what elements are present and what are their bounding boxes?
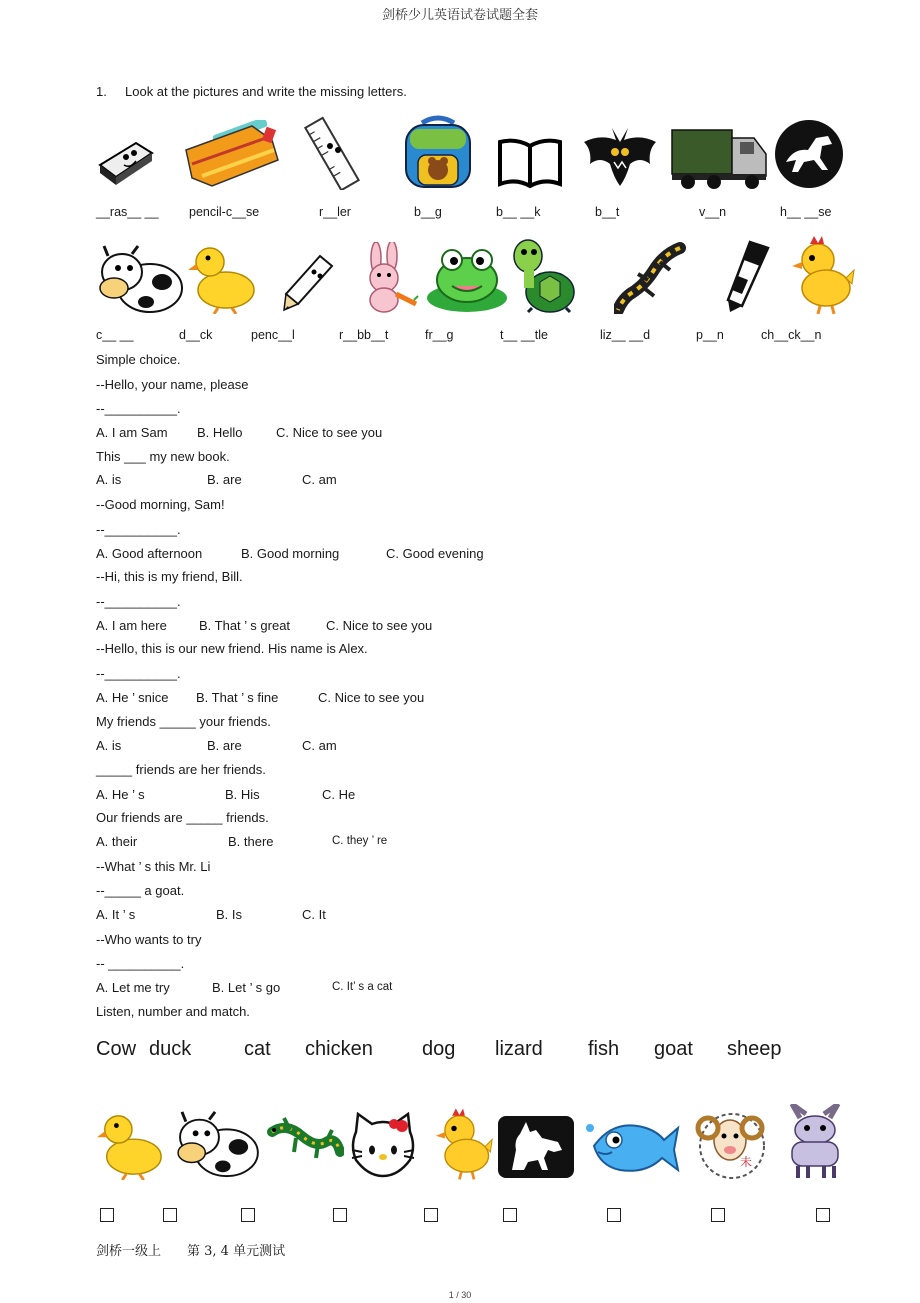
match-word-chicken: chicken — [305, 1038, 373, 1060]
item-6-option-c: C. am — [302, 738, 337, 753]
section-title-match: Listen, number and match. — [96, 1004, 250, 1019]
row1-word-6: b__t — [595, 205, 620, 219]
item-9-blank: --_____ a goat. — [96, 883, 185, 898]
item-7-option-c: C. He — [322, 787, 356, 802]
item-10-blank: -- __________. — [96, 956, 185, 971]
bag-icon — [400, 115, 476, 191]
row2-word-1: c__ __ — [96, 328, 134, 342]
match-word-lizard: lizard — [495, 1038, 543, 1060]
match-word-duck: duck — [149, 1038, 192, 1060]
match-lizard-icon — [266, 1112, 344, 1180]
match-duck-icon — [96, 1110, 166, 1180]
row1-word-2: pencil-c__se — [189, 205, 260, 219]
match-chicken-icon — [434, 1106, 494, 1180]
item-6-option-b: B. are — [207, 738, 242, 753]
row2-word-8: p__n — [696, 328, 724, 342]
frog-icon — [424, 244, 510, 314]
item-2-option-b: B. are — [207, 472, 242, 487]
item-1-blank: --__________. — [96, 401, 181, 416]
row1-word-1: __ras__ __ — [96, 205, 159, 219]
row2-word-6: t__ __tle — [500, 328, 548, 342]
item-9-option-b: B. Is — [216, 907, 243, 922]
match-word-fish: fish — [588, 1038, 620, 1060]
item-4-blank: --__________. — [96, 594, 181, 609]
match-word-sheep: sheep — [727, 1038, 782, 1060]
horse-icon — [772, 118, 846, 190]
item-5-prompt: --Hello, this is our new friend. His name is Alex. — [96, 641, 368, 656]
row2-word-3: penc__l — [251, 328, 295, 342]
item-8-option-c: C. they ’ re — [332, 835, 388, 847]
match-goat-icon — [778, 1104, 852, 1180]
item-1-prompt: --Hello, your name, please — [96, 377, 249, 392]
match-word-dog: dog — [422, 1038, 456, 1060]
row1-word-3: r__ler — [319, 205, 351, 219]
match-dog-icon — [498, 1116, 574, 1178]
match-checkbox-2[interactable] — [163, 1208, 177, 1222]
turtle-icon — [510, 236, 576, 314]
match-word-cow: Cow — [96, 1038, 137, 1060]
item-2-option-a: A. is — [96, 472, 122, 487]
question-1 — [96, 84, 407, 99]
item-3-option-b: B. Good morning — [241, 546, 340, 561]
item-1-option-a: A. I am Sam — [96, 425, 168, 440]
item-1-option-c: C. Nice to see you — [276, 425, 383, 440]
item-4-option-a: A. I am here — [96, 618, 167, 633]
item-4-option-c: C. Nice to see you — [326, 618, 433, 633]
match-checkbox-4[interactable] — [333, 1208, 347, 1222]
item-8-option-a: A. their — [96, 834, 138, 849]
item-7-option-b: B. His — [225, 787, 260, 802]
item-8-option-b: B. there — [228, 834, 274, 849]
row1-word-4: b__g — [414, 205, 442, 219]
match-checkbox-6[interactable] — [503, 1208, 517, 1222]
item-10-option-a: A. Let me try — [96, 980, 170, 995]
ruler-icon — [302, 116, 362, 190]
item-5-blank: --__________. — [96, 666, 181, 681]
item-10-option-b: B. Let ’ s go — [212, 980, 281, 995]
item-7-prompt: _____ friends are her friends. — [96, 762, 266, 777]
row2-word-7: liz__ __d — [600, 328, 651, 342]
row2-word-4: r__bb__t — [339, 328, 389, 342]
match-cow-icon — [174, 1108, 260, 1180]
page-header: 剑桥少儿英语试卷试题全套 — [381, 8, 538, 23]
match-checkbox-1[interactable] — [100, 1208, 114, 1222]
item-4-prompt: --Hi, this is my friend, Bill. — [96, 569, 243, 584]
pencil-case-icon — [182, 120, 282, 190]
item-3-option-c: C. Good evening — [386, 546, 484, 561]
item-5-option-a: A. He ’ snice — [96, 690, 169, 705]
match-checkbox-8[interactable] — [711, 1208, 725, 1222]
item-6-option-a: A. is — [96, 738, 122, 753]
row2-word-5: fr__g — [425, 328, 454, 342]
item-9-option-c: C. It — [302, 907, 326, 922]
item-5-option-c: C. Nice to see you — [318, 690, 425, 705]
match-checkbox-9[interactable] — [816, 1208, 830, 1222]
match-sheep-icon — [692, 1104, 772, 1180]
item-3-prompt: --Good morning, Sam! — [96, 497, 225, 512]
duck-icon — [188, 242, 258, 314]
svg-text:未: 未 — [740, 1155, 753, 1169]
unit-footer: 剑桥一级上 第 3, 4 单元测试 — [96, 1244, 286, 1259]
item-10-prompt: --Who wants to try — [96, 932, 202, 947]
lizard-icon — [614, 240, 688, 314]
row1-word-7: v__n — [699, 205, 727, 219]
item-10-option-c: C. It’ s a cat — [332, 981, 393, 993]
match-checkbox-5[interactable] — [424, 1208, 438, 1222]
item-5-option-b: B. That ’ s fine — [196, 690, 279, 705]
rabbit-icon — [356, 242, 420, 314]
item-3-option-a: A. Good afternoon — [96, 546, 203, 561]
cow-icon — [96, 242, 184, 316]
book-icon — [496, 136, 564, 190]
row2-word-9: ch__ck__n — [761, 328, 822, 342]
item-8-prompt: Our friends are _____ friends. — [96, 810, 269, 825]
match-checkbox-7[interactable] — [607, 1208, 621, 1222]
van-icon — [670, 124, 768, 190]
match-checkbox-3[interactable] — [241, 1208, 255, 1222]
item-2-option-c: C. am — [302, 472, 337, 487]
row1-word-5: b__ __k — [496, 205, 541, 219]
pen-icon — [720, 240, 772, 314]
item-1-option-b: B. Hello — [197, 425, 243, 440]
question-number: 1. — [96, 84, 107, 99]
item-9-prompt: --What ’ s this Mr. Li — [96, 859, 211, 874]
match-word-cat: cat — [244, 1038, 271, 1060]
bat-icon — [582, 120, 658, 190]
match-fish-icon — [584, 1110, 680, 1180]
pencil-icon — [280, 252, 336, 314]
match-word-goat: goat — [654, 1038, 693, 1060]
item-4-option-b: B. That ’ s great — [199, 618, 291, 633]
section-title-choice: Simple choice. — [96, 352, 181, 367]
question-instruction: Look at the pictures and write the missing letters. — [125, 84, 407, 99]
item-9-option-a: A. It ’ s — [96, 907, 136, 922]
page-number: 1 / 30 — [448, 1290, 472, 1300]
row1-word-8: h__ __se — [780, 205, 832, 219]
row2-word-2: d__ck — [179, 328, 213, 342]
chicken-icon — [790, 234, 856, 314]
item-3-blank: --__________. — [96, 522, 181, 537]
eraser-icon — [96, 135, 154, 189]
item-2-prompt: This ___ my new book. — [96, 449, 230, 464]
item-6-prompt: My friends _____ your friends. — [96, 714, 271, 729]
match-cat-icon — [348, 1112, 418, 1180]
item-7-option-a: A. He ’ s — [96, 787, 145, 802]
